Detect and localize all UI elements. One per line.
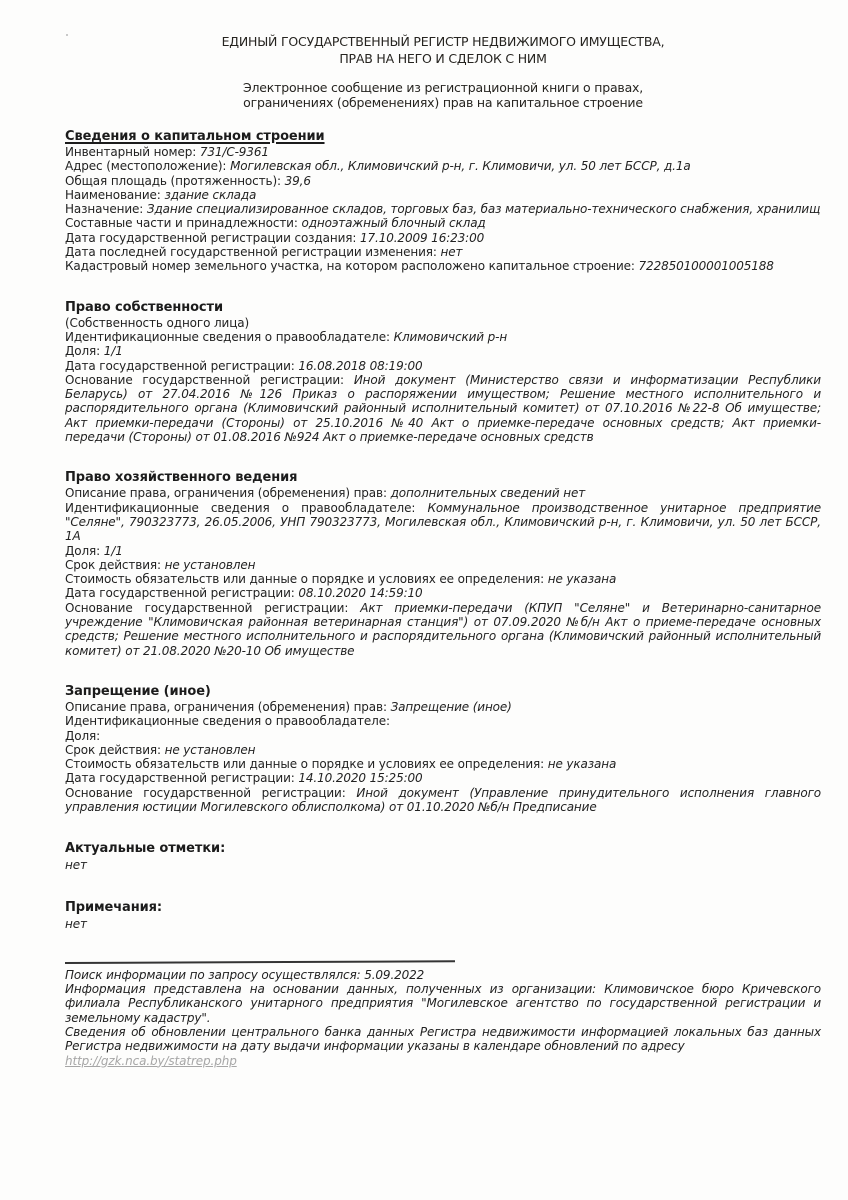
registry-title-line2: ПРАВ НА НЕГО И СДЕЛОК С НИМ: [339, 51, 547, 66]
section-prohibition: [65, 684, 821, 814]
section-notes: [65, 900, 821, 931]
field-value: 5.09.2022: [364, 967, 425, 982]
data-source-paragraph: Информация представлена на основании данных, полученных из организации: Климовичское бюро Кричевского филиала Республиканского унитарного предприятия "Могилевское агентство по государственной регистрации и земельному кадастру".: [65, 982, 821, 1025]
document-subtitle-line2: ограничениях (обременениях) прав на капитальное строение: [243, 94, 643, 110]
field-value: Климовичский р-н: [393, 329, 508, 344]
field-label: Дата последней государственной регистрации изменения:: [65, 245, 437, 260]
field-label: Дата государственной регистрации:: [65, 358, 295, 373]
section-economic-management-right: [65, 470, 821, 658]
field-label: Доля:: [65, 543, 101, 558]
field-label: Идентификационные сведения о правообладателе:: [65, 500, 416, 515]
field-label: Адрес (местоположение):: [65, 159, 227, 174]
field-value: 731/С-9361: [199, 145, 269, 159]
section-title-ownership: Право собственности: [65, 299, 223, 315]
section-title-prohibition: Запрещение (иное): [65, 683, 211, 699]
field-value: здание склада: [164, 187, 257, 202]
field-validity-period: [65, 558, 821, 572]
field-value: Иной документ (Министерство связи и информатизации Республики Беларусь) от 27.04.2016 №126 Приказ о распоряжении имуществом; Решение местного исполнительного и распорядительного органа (Климовичский районный исполнительный комитет) от 07.10.2016 №22-8 Об имуществе; Акт приемки-передачи (Стороны) от 25.10.2016 №40 Акт о приемке-передаче основных средств; Акт приемки-передачи (Стороны) от 01.08.2016 №924 Акт о приемке-передаче основных средств: [65, 372, 821, 445]
field-cadastral-number: [65, 259, 821, 273]
section-title-notes: Примечания:: [65, 899, 162, 915]
field-value: 722850100001005188: [638, 259, 774, 274]
ownership-type-note: (Собственность одного лица): [65, 315, 250, 330]
signature-divider-line: [65, 960, 455, 964]
field-value: Здание специализированное складов, торговых баз, баз материально-технического снабжения, хранилищ: [146, 202, 821, 217]
field-value: нет: [440, 245, 463, 260]
section-ownership-right: [65, 300, 821, 445]
field-right-description: [65, 486, 821, 500]
field-name: [65, 188, 821, 202]
notes-value: нет: [65, 916, 87, 931]
field-label: Доля:: [65, 344, 101, 359]
field-last-change-date: [65, 245, 821, 259]
field-address: [65, 159, 821, 173]
field-value: 16.08.2018 08:19:00: [298, 358, 423, 373]
search-date-line: [65, 968, 821, 982]
field-inventory-number: [65, 145, 821, 159]
field-value: 39,6: [284, 173, 311, 188]
document-footer: [65, 962, 821, 1068]
document-content: [65, 33, 821, 1068]
field-rightholder: [65, 501, 821, 544]
section-actual-marks: [65, 841, 821, 872]
registry-title-line1: ЕДИНЫЙ ГОСУДАРСТВЕННЫЙ РЕГИСТР НЕДВИЖИМОГО ИМУЩЕСТВА,: [221, 34, 665, 49]
field-value: 1/1: [103, 344, 123, 359]
field-components: [65, 216, 821, 230]
field-value: Запрещение (иное): [390, 699, 512, 714]
field-label: Кадастровый номер земельного участка, на котором расположено капитальное строение:: [65, 259, 635, 274]
field-label: Инвентарный номер:: [65, 145, 197, 159]
field-label: Дата государственной регистрации создания:: [65, 230, 357, 245]
field-obligation-cost: [65, 757, 821, 771]
field-share: [65, 544, 821, 558]
field-label: Назначение:: [65, 202, 144, 217]
field-value: 1/1: [103, 543, 123, 558]
field-label: Наименование:: [65, 187, 161, 202]
update-info-paragraph: Сведения об обновлении центрального банка данных Регистра недвижимости информацией локальных баз данных Регистра недвижимости на дату выдачи информации указаны в календаре обновлений по адресу: [65, 1025, 821, 1054]
actual-marks-value: нет: [65, 858, 87, 873]
field-value: Акт приемки-передачи (КПУП "Селяне" и Ветеринарно-санитарное учреждение "Климовичская районная ветеринарная станция") от 07.09.2020 №б/н Акт о приеме-передаче основных средств; Решение местного исполнительного и распорядительного органа (Климовичский районный исполнительный комитет) от 21.08.2020 №20-10 Об имуществе: [65, 600, 821, 658]
field-registration-date: [65, 771, 821, 785]
field-value: одноэтажный блочный склад: [301, 216, 486, 231]
document-subtitle-line1: Электронное сообщение из регистрационной книги о правах,: [242, 80, 644, 95]
field-registration-basis: [65, 373, 821, 444]
field-rightholder: [65, 330, 821, 344]
field-registration-basis: [65, 601, 821, 658]
field-value: Коммунальное производственное унитарное предприятие "Селяне", 790323773, 26.05.2006, УНП 790323773, Могилевская обл., Климовичский р-н, г. Климовичи, ул. 50 лет БССР, 1А: [65, 500, 822, 544]
field-validity-period: [65, 743, 821, 757]
field-registration-date: [65, 359, 821, 373]
field-label: Дата государственной регистрации:: [65, 771, 295, 786]
field-label: Основание государственной регистрации:: [65, 600, 349, 615]
field-value: 14.10.2020 15:25:00: [298, 771, 423, 786]
document-subtitle: [65, 81, 821, 110]
field-right-description: [65, 700, 821, 714]
section-title-building-info: Сведения о капитальном строении: [65, 129, 325, 144]
document-header: [65, 33, 821, 110]
field-label: Доля:: [65, 728, 101, 743]
field-obligation-cost: [65, 572, 821, 586]
field-rightholder: [65, 714, 821, 728]
section-title-actual-marks: Актуальные отметки:: [65, 841, 226, 857]
field-creation-registration-date: [65, 231, 821, 245]
field-label: Стоимость обязательств или данные о порядке и условиях ее определения:: [65, 757, 545, 772]
field-label: Дата государственной регистрации:: [65, 586, 295, 601]
field-label: Составные части и принадлежности:: [65, 216, 298, 231]
field-registration-date: [65, 586, 821, 600]
field-value: не установлен: [164, 742, 256, 757]
field-label: Основание государственной регистрации:: [65, 785, 346, 800]
field-label: Идентификационные сведения о правообладателе:: [65, 714, 390, 729]
field-label: Описание права, ограничения (обременения) прав:: [65, 699, 387, 714]
field-label: Поиск информации по запросу осуществлялся:: [65, 967, 361, 982]
field-label: Срок действия:: [65, 742, 161, 757]
field-share: [65, 729, 821, 743]
field-value: Иной документ (Управление принудительного исполнения главного управления юстиции Могилевского облисполкома) от 01.10.2020 №б/н Предписание: [65, 785, 821, 814]
field-registration-basis: [65, 786, 821, 815]
field-label: Описание права, ограничения (обременения) прав:: [65, 486, 387, 501]
field-label: Общая площадь (протяженность):: [65, 173, 281, 188]
field-value: не указана: [547, 757, 617, 772]
field-purpose: [65, 202, 821, 216]
field-label: Срок действия:: [65, 557, 161, 572]
field-label: Идентификационные сведения о правообладателе:: [65, 329, 390, 344]
field-value: не указана: [547, 572, 617, 587]
field-value: 17.10.2009 16:23:00: [359, 230, 485, 245]
field-value: дополнительных сведений нет: [390, 486, 586, 501]
field-label: Основание государственной регистрации:: [65, 372, 344, 387]
field-label: Стоимость обязательств или данные о порядке и условиях ее определения:: [65, 572, 545, 587]
field-value: не установлен: [164, 557, 256, 572]
update-calendar-link-line: [65, 1054, 821, 1068]
section-building-info: [65, 129, 821, 274]
field-share: [65, 344, 821, 358]
update-calendar-url: http://gzk.nca.by/statrep.php: [65, 1053, 237, 1068]
field-value: Могилевская обл., Климовичский р-н, г. Климовичи, ул. 50 лет БССР, д.1а: [230, 159, 691, 174]
section-title-economic-management: Право хозяйственного ведения: [65, 470, 298, 486]
field-total-area: [65, 174, 821, 188]
field-value: 08.10.2020 14:59:10: [298, 586, 423, 601]
